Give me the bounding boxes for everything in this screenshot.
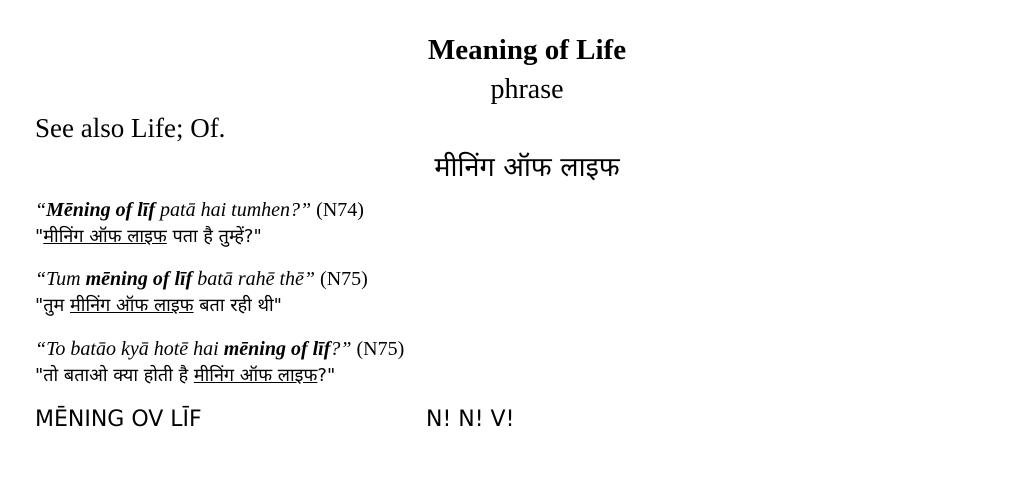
example-quote-post: ?	[330, 338, 341, 360]
example-quote-post: patā hai tumhen?	[155, 199, 301, 221]
example-translation	[35, 293, 282, 319]
translation-underlined: मीनिंग ऑफ लाइफ	[43, 226, 167, 247]
example-quote-bold: mēning of līf	[85, 268, 193, 290]
translation-underlined: मीनिंग ऑफ लाइफ	[193, 365, 318, 386]
pronunciation-romanized: MĒNING OV LĪF	[35, 407, 202, 432]
example-quote-bold: mēning of līf	[223, 338, 331, 360]
example-reference: (N75)	[356, 338, 405, 360]
translation-post: ?"	[317, 365, 336, 386]
example-quote: “Mēning of līf patā hai tumhen?” (N74)	[35, 199, 364, 221]
example-quote-pre: Tum	[46, 268, 86, 290]
example-quote-bold: Mēning of līf	[46, 199, 156, 221]
example-reference: (N75)	[320, 268, 368, 290]
example-quote: “Tum mēning of līf batā rahē thē” (N75)	[35, 268, 368, 290]
example-quote: “To batāo kyā hotē hai mēning of līf?” (N75)	[35, 338, 405, 360]
pronunciation-stress: N! N! V!	[426, 407, 515, 432]
translation-pre: "तो बताओ क्या होती है	[35, 365, 194, 386]
translation-pre: "तुम	[35, 295, 71, 316]
example-reference: (N74)	[316, 199, 364, 221]
see-also-text: See also Life; Of.	[35, 113, 226, 143]
translation-pre: "	[35, 226, 44, 247]
example-quote-pre: To batāo kyā hotē hai	[46, 338, 224, 360]
example-quote-post: batā rahē thē	[192, 268, 304, 290]
example-translation	[35, 224, 262, 250]
part-of-speech: phrase	[490, 74, 564, 105]
translation-post: पता है तुम्हें?"	[166, 226, 262, 247]
translation-post: बता रही थी"	[193, 295, 282, 316]
headword: Meaning of Life	[427, 34, 627, 66]
devanagari-headword: मीनिंग ऑफ लाइफ	[434, 152, 620, 183]
example-translation	[35, 363, 335, 389]
translation-underlined: मीनिंग ऑफ लाइफ	[70, 295, 194, 316]
